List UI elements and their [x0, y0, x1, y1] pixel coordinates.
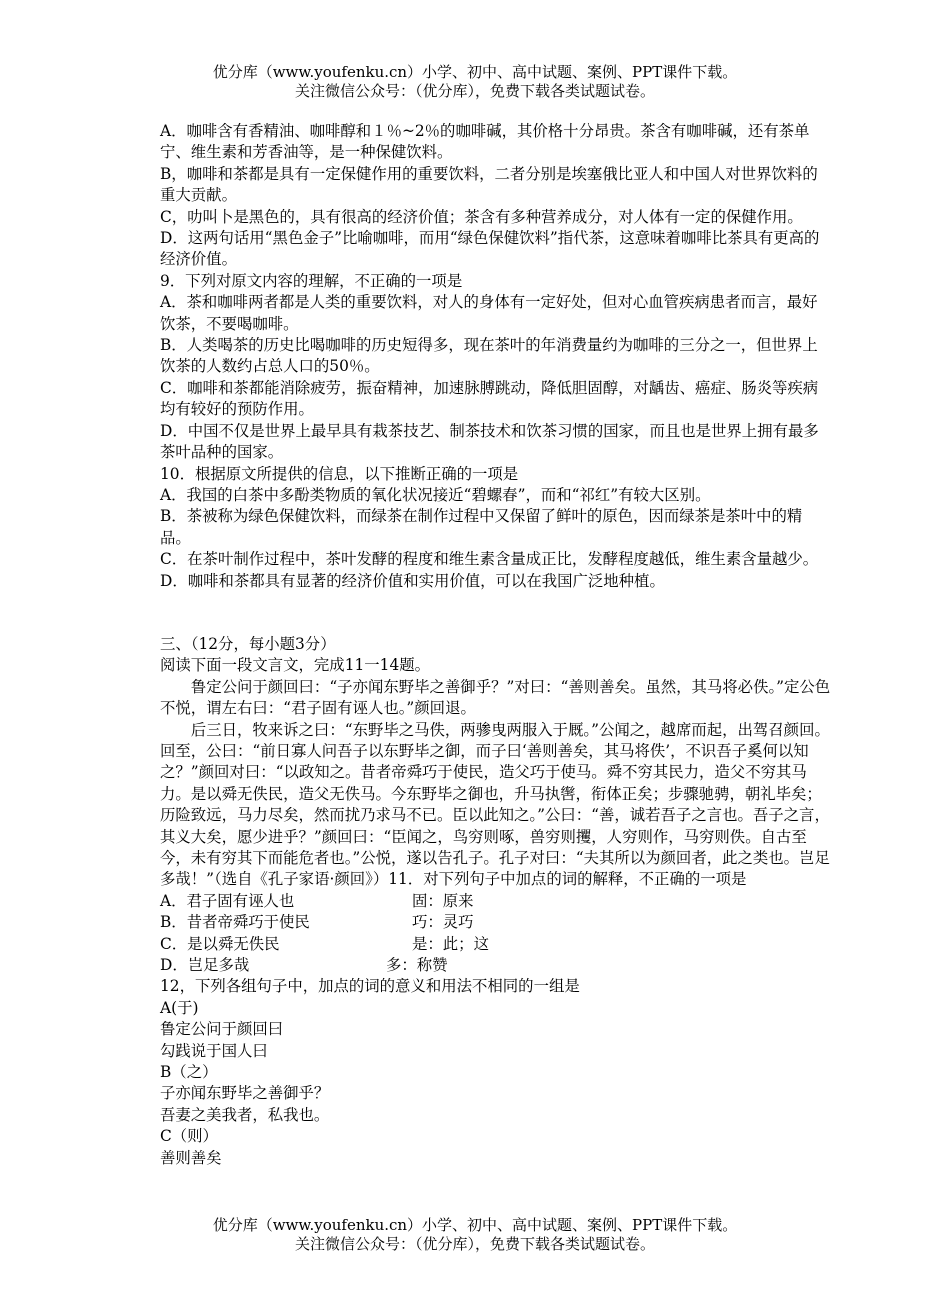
q8-option-c: C，叻叫卜是黑色的，具有很高的经济价值；茶含有多种营养成分，对人体有一定的保健作用。 — [160, 207, 803, 226]
q12-line: B（之） — [160, 1063, 218, 1082]
q11-option-d-sentence: D．岂足多哉 — [160, 956, 250, 975]
page-footer — [0, 1216, 950, 1254]
q11-option-d-gloss: 多：称赞 — [386, 956, 448, 975]
footer-line-1: 优分库（www.youfenku.cn）小学、初中、高中试题、案例、PPT课件下载。 — [212, 1216, 738, 1234]
section-3-title: 三、（12分，每小题3分） — [160, 634, 336, 653]
q11-option-d — [160, 955, 832, 976]
q8-option-d: D．这两句话用“黑色金子”比喻咖啡，而用“绿色保健饮料”指代茶，这意味着咖啡比茶具有更高的经济价值。 — [160, 229, 820, 269]
footer-line-2: 关注微信公众号：（优分库），免费下载各类试题试卷。 — [294, 1235, 655, 1253]
q10-option-b: B．茶被称为绿色保健饮料，而绿茶在制作过程中又保留了鲜叶的原色，因而绿茶是茶叶中的精品。 — [160, 507, 803, 547]
q11-option-b — [160, 912, 832, 933]
q12-line: 鲁定公问于颜回曰 — [160, 1020, 284, 1039]
q9-option-a: A．茶和咖啡两者都是人类的重要饮料，对人的身体有一定好处，但对心血管疾病患者而言，最好饮茶，不要喝咖啡。 — [160, 293, 818, 333]
q11-option-b-sentence: B．昔者帝舜巧于使民 — [160, 913, 310, 932]
q8-option-b: B，咖啡和茶都是具有一定保健作用的重要饮料，二者分别是埃塞俄比亚人和中国人对世界饮料的重大贡献。 — [160, 164, 818, 205]
q11-option-c — [160, 934, 832, 955]
q12-line: A(于) — [160, 998, 199, 1017]
q9-option-b: B．人类喝茶的历史比喝咖啡的历史短得多，现在茶叶的年消费量约为咖啡的三分之一，但世界上饮茶的人数约占总人口的50％。 — [160, 336, 818, 376]
q12-line: 子亦闻东野毕之善御乎？ — [160, 1084, 330, 1103]
classical-passage-1: 鲁定公问于颜回曰：“子亦闻东野毕之善御乎？”对曰：“善则善矣。虽然，其马将必佚。”定公色不悦，谓左右曰：“君子固有诬人也。”颜回退。 — [160, 677, 831, 718]
section-spacer — [160, 592, 832, 634]
q12-stem: 12，下列各组句子中，加点的词的意义和用法不相同的一组是 — [160, 977, 580, 996]
q12-line: 吾妻之美我者，私我也。 — [160, 1105, 330, 1124]
q9-option-d: D．中国不仅是世界上最早具有栽茶技艺、制茶技术和饮茶习惯的国家，而且也是世界上拥有最多茶叶品种的国家。 — [160, 421, 819, 462]
q11-option-a-gloss: 固：原来 — [412, 891, 474, 910]
header-line-1: 优分库（www.youfenku.cn）小学、初中、高中试题、案例、PPT课件下载。 — [212, 63, 738, 81]
q10-option-d: D．咖啡和茶都具有显著的经济价值和实用价值，可以在我国广泛地种植。 — [160, 571, 665, 590]
q8-option-a: A．咖啡含有香精油、咖啡醇和１％~2％的咖啡碱，其价格十分昂贵。茶含有咖啡碱，还有茶单宁、维生素和芳香油等，是一种保健饮料。 — [160, 122, 810, 162]
q11-option-a — [160, 891, 832, 912]
header-line-2: 关注微信公众号：（优分库），免费下载各类试题试卷。 — [294, 82, 655, 100]
q11-option-c-gloss: 是：此；这 — [412, 934, 489, 953]
q9-option-c: C．咖啡和茶都能消除疲劳，振奋精神，加速脉膊跳动，降低胆固醇，对龋齿、癌症、肠炎等疾病均有较好的预防作用。 — [160, 378, 819, 419]
q10-option-a: A．我国的白茶中多酚类物质的氧化状况接近“碧螺春”，而和“祁红”有较大区别。 — [160, 485, 711, 504]
document-body — [160, 121, 832, 1169]
q10-stem: 10．根据原文所提供的信息，以下推断正确的一项是 — [160, 464, 519, 483]
q11-option-a-sentence: A．君子固有诬人也 — [160, 891, 295, 910]
q10-option-c: C．在茶叶制作过程中，茶叶发酵的程度和维生素含量成正比，发酵程度越低，维生素含量越少。 — [160, 550, 819, 569]
q11-option-b-gloss: 巧：灵巧 — [412, 913, 474, 932]
q12-line: C（则） — [160, 1127, 218, 1146]
q11-option-c-sentence: C．是以舜无佚民 — [160, 934, 280, 953]
page-header — [0, 63, 950, 101]
section-3-intro: 阅读下面一段文言文，完成11一14题。 — [160, 656, 431, 675]
classical-passage-2: 后三日，牧来诉之曰：“东野毕之马佚，两骖曳两服入于厩。”公闻之，越席而起，出驾召颜回。回至，公曰：“前日寡人问吾子以东野毕之御，而子曰‘善则善矣，其马将佚’，不识吾子奚何以知之？”颜回对曰：“以政知之。昔者帝舜巧于使民，造父巧于使马。舜不穷其民力，造父不穷其马力。是以舜无佚民，造父无佚马。今东野毕之御也，升马执辔，衔体正矣；步骤驰骋，朝礼毕矣；历险致远，马力尽矣，然而扰乃求马不已。臣以此知之。”公曰：“善，诚若吾子之言也。吾子之言，其义大矣，愿少进乎？”颜回曰：“臣闻之，鸟穷则啄，兽穷则攫，人穷则作，马穷则佚。自古至今，未有穷其下而能危者也。”公悦，遂以告孔子。孔子对曰：“夫其所以为颜回者，此之类也。岂足多哉！”（选自《孔子家语·颜回》）11．对下列句子中加点的词的解释，不正确的一项是 — [160, 720, 830, 889]
q12-line: 勾践说于国人曰 — [160, 1041, 268, 1060]
q12-line: 善则善矣 — [160, 1148, 222, 1167]
q9-stem: 9．下列对原文内容的理解，不正确的一项是 — [160, 271, 463, 290]
